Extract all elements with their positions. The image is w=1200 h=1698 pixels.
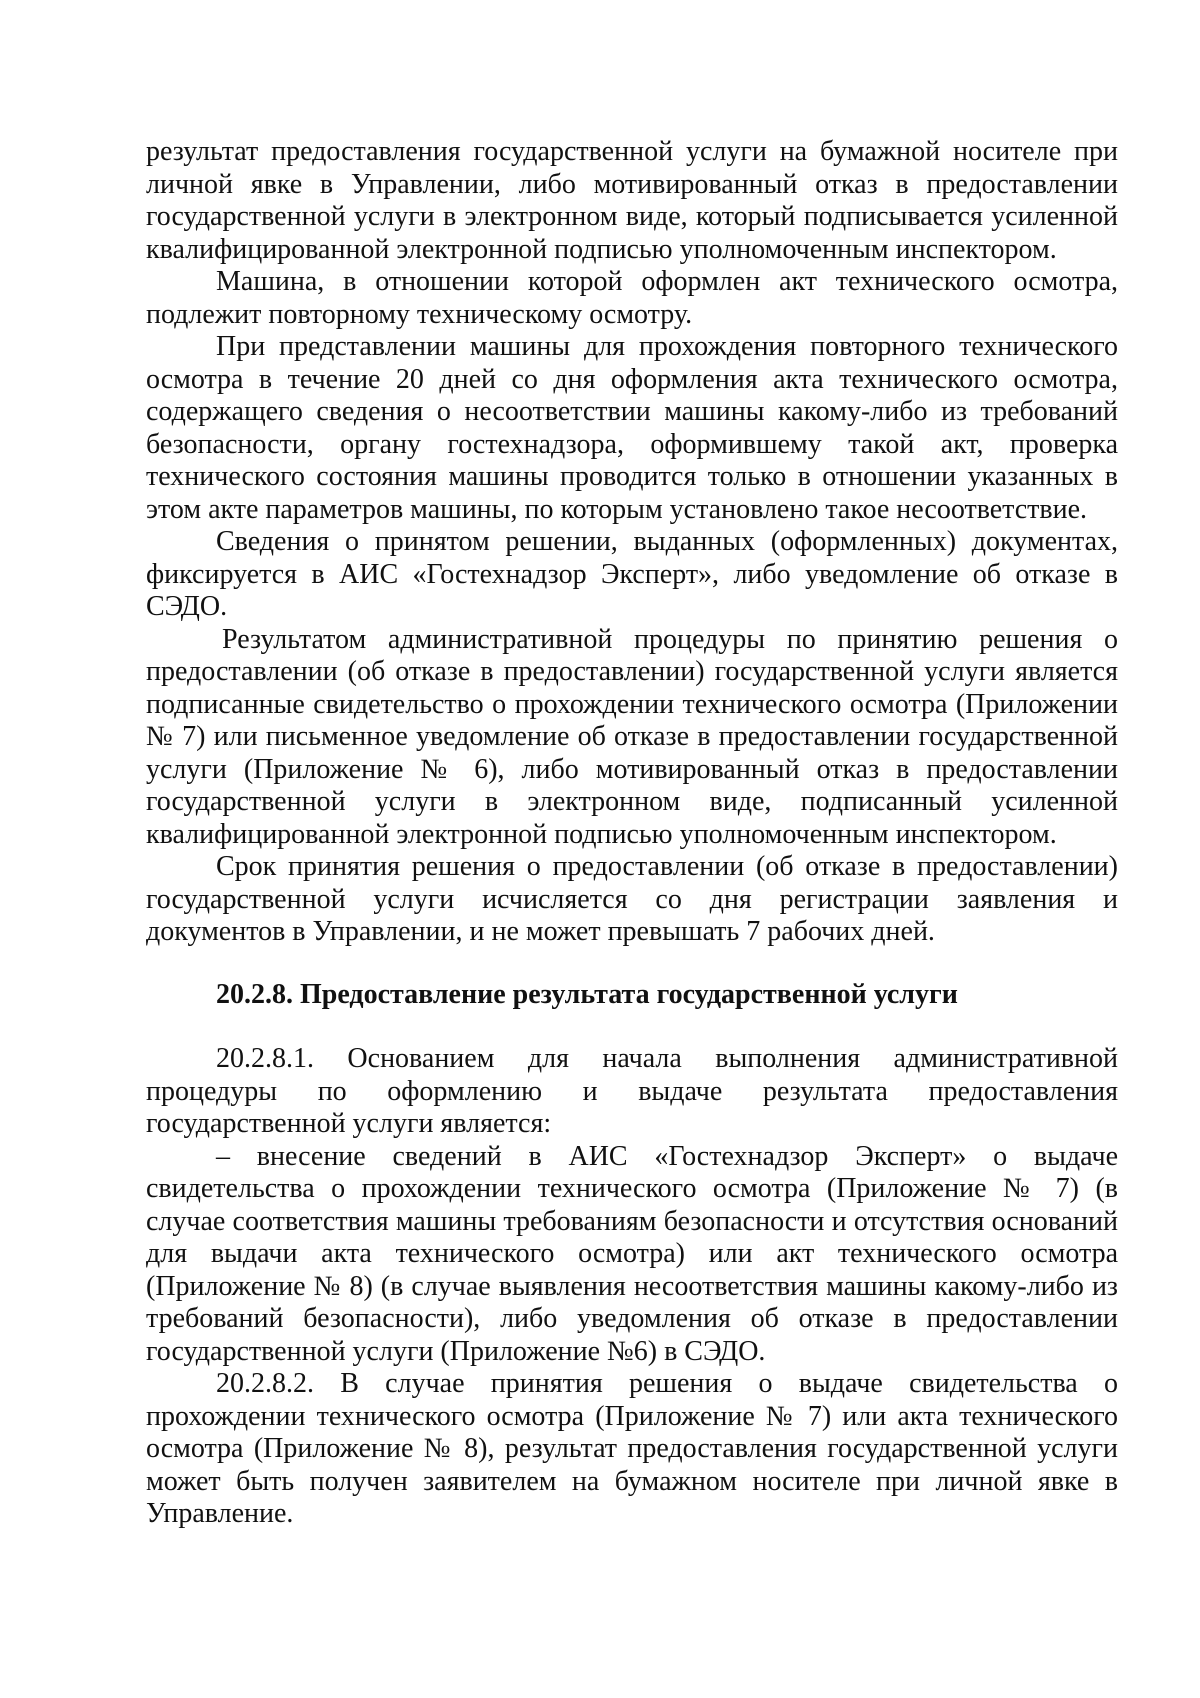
document-page <box>146 136 1118 1531</box>
paragraph-repeat-inspection-terms: При представлении машины для прохождения повторного технического осмотра в течение 20 дней со дня оформления акта технического осмотра, содержащего сведения о несоответствии машины какому-либо из требований безопасности, органу гостехнадзора, оформившему такой акт, проверка технического состояния машины проводится только в отношении указанных в этом акте параметров машины, по которым установлено такое несоответствие. <box>146 331 1118 525</box>
paragraph-list-item: – внесение сведений в АИС «Гостехнадзор Эксперт» о выдаче свидетельства о прохождении технического осмотра (Приложение № 7) (в случае соответствия машины требованиям безопасности и отсутствия оснований для выдачи акта технического осмотра) или акт технического осмотра (Приложение № 8) (в случае выявления несоответствия машины какому-либо из требований безопасности), либо уведомления об отказе в предоставлении государственной услуги (Приложение №6) в СЭДО. <box>146 1140 1118 1367</box>
paragraph-result-continuation: результат предоставления государственной услуги на бумажной носителе при личной явке в Управлении, либо мотивированный отказ в предоставлении государственной услуги в электронном виде, который подписывается усиленной квалифицированной электронной подписью уполномоченным инспектором. <box>146 136 1118 265</box>
paragraph-repeat-inspection: Машина, в отношении которой оформлен акт технического осмотра, подлежит повторному техническому осмотру. <box>146 266 1118 330</box>
paragraph-procedure-result: Результатом административной процедуры по принятию решения о предоставлении (об отказе в предоставлении) государственной услуги является подписанные свидетельство о прохождении технического осмотра (Приложении № 7) или письменное уведомление об отказе в предоставлении государственной услуги (Приложение № 6), либо мотивированный отказ в предоставлении государственной услуги в электронном виде, подписанный усиленной квалифицированной электронной подписью уполномоченным инспектором. <box>146 623 1118 850</box>
paragraph-20-2-8-1: 20.2.8.1. Основанием для начала выполнения административной процедуры по оформлению и выдаче результата предоставления государственной услуги является: <box>146 1043 1118 1139</box>
paragraph-decision-deadline: Срок принятия решения о предоставлении (об отказе в предоставлении) государственной услуги исчисляется со дня регистрации заявления и документов в Управлении, и не может превышать 7 рабочих дней. <box>146 851 1118 947</box>
paragraph-20-2-8-2: 20.2.8.2. В случае принятия решения о выдаче свидетельства о прохождении технического осмотра (Приложение № 7) или акта технического осмотра (Приложение № 8), результат предоставления государственной услуги может быть получен заявителем на бумажном носителе при личной явке в Управление. <box>146 1368 1118 1529</box>
paragraph-decision-record: Сведения о принятом решении, выданных (оформленных) документах, фиксируется в АИС «Гостехнадзор Эксперт», либо уведомление об отказе в СЭДО. <box>146 526 1118 622</box>
section-heading: 20.2.8. Предоставление результата государственной услуги <box>216 978 958 1010</box>
